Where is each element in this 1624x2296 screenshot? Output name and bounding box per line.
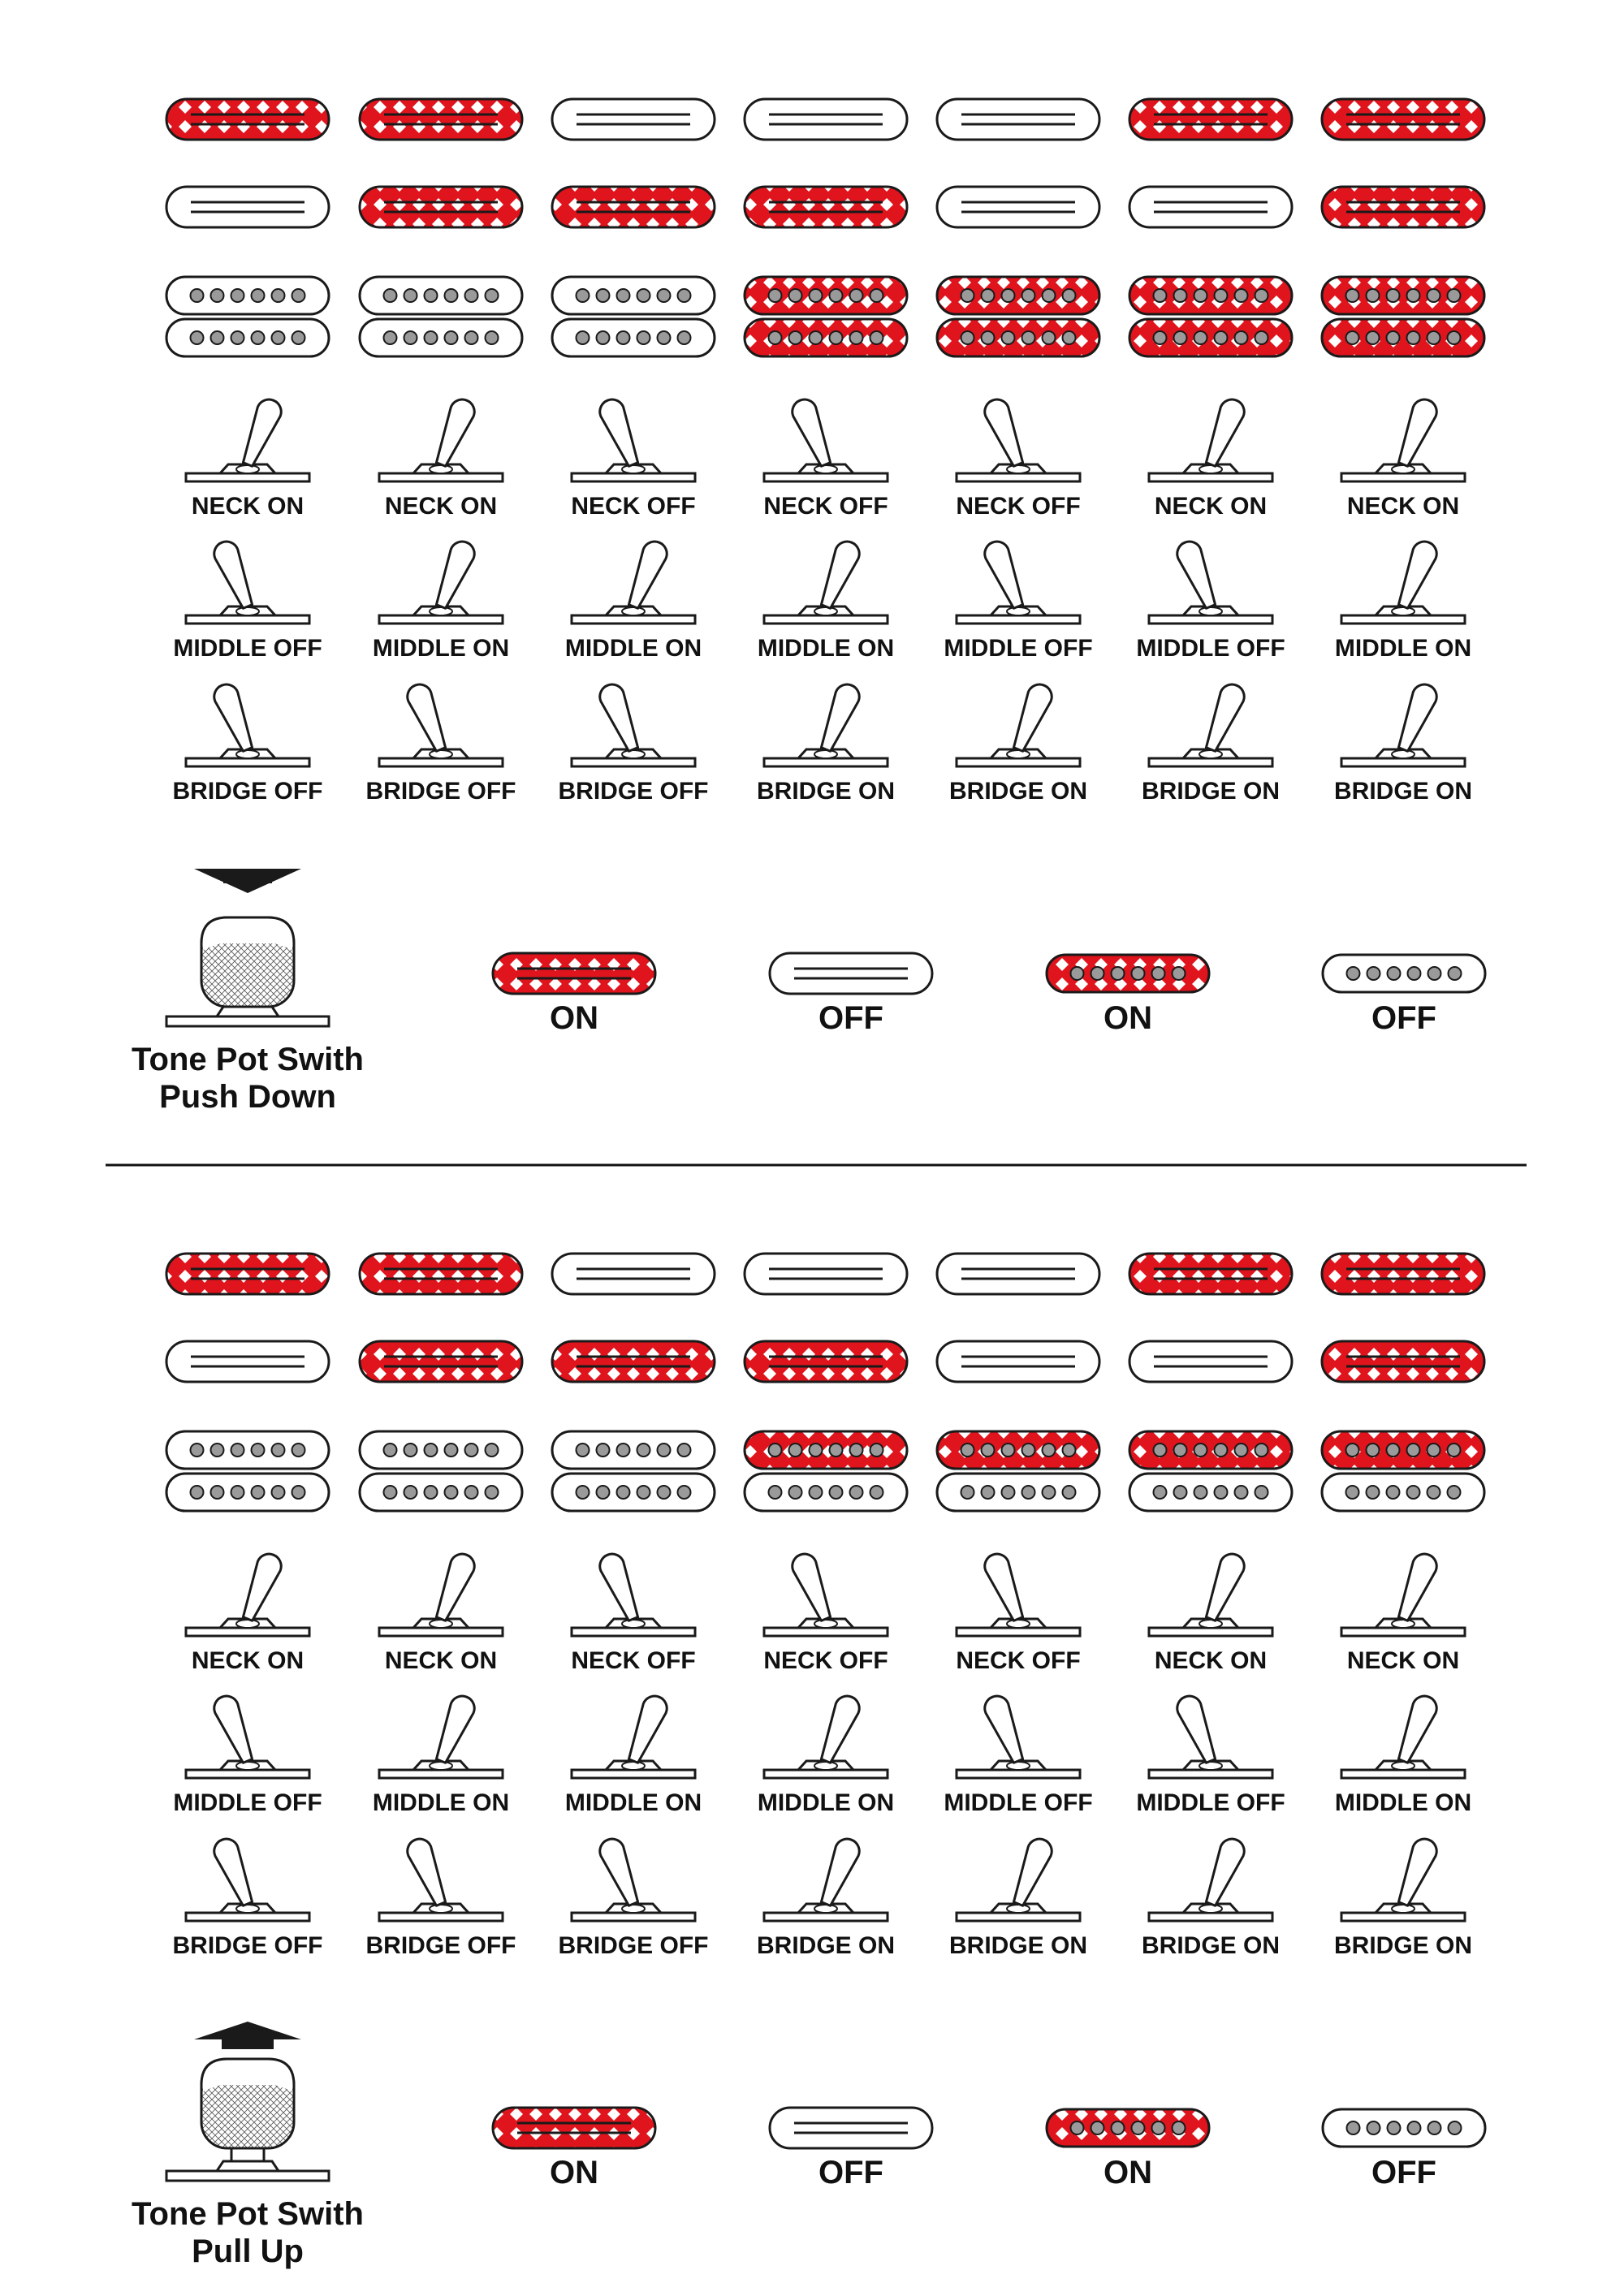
bridge-humbucker-coil-top: [745, 277, 907, 314]
bridge-toggle-switch: [957, 1836, 1080, 1921]
neck-switch-label: NECK OFF: [571, 1647, 696, 1674]
neck-switch-label: NECK ON: [191, 493, 304, 520]
position-column: [937, 99, 1099, 805]
neck-pickup: [1322, 99, 1484, 140]
neck-switch-label: NECK ON: [1346, 493, 1460, 520]
neck-switch-label: NECK ON: [384, 1647, 498, 1674]
neck-pickup: [745, 1254, 907, 1294]
tone-pot-action: Pull Up: [192, 2233, 304, 2269]
bridge-switch-label: BRIDGE ON: [1333, 778, 1473, 805]
middle-toggle-switch: [1341, 1693, 1465, 1778]
neck-toggle-switch: [957, 396, 1080, 481]
position-column: [1322, 99, 1484, 805]
legend-single-coil: [770, 953, 932, 994]
position-column: [552, 99, 715, 805]
position-column: [360, 1254, 522, 1959]
neck-switch-label: NECK ON: [384, 493, 498, 520]
bridge-switch-label: BRIDGE OFF: [365, 778, 516, 805]
neck-switch-label: NECK ON: [1154, 493, 1268, 520]
position-column: [166, 99, 329, 805]
middle-toggle-switch: [1149, 1693, 1272, 1778]
bridge-toggle-switch: [572, 1836, 695, 1921]
bridge-humbucker-coil-bottom: [166, 319, 329, 356]
position-column: [552, 1254, 715, 1959]
middle-switch-label: MIDDLE ON: [1334, 1789, 1472, 1816]
tone-pot-action: Push Down: [159, 1079, 336, 1115]
middle-toggle-switch: [379, 1693, 503, 1778]
position-column: [1129, 1254, 1292, 1959]
bridge-humbucker-coil-bottom: [360, 1474, 522, 1511]
neck-pickup: [552, 1254, 715, 1294]
position-column: [745, 1254, 907, 1959]
middle-toggle-switch: [957, 1693, 1080, 1778]
middle-toggle-switch: [186, 538, 309, 624]
neck-toggle-switch: [379, 396, 503, 481]
legend-label: ON: [1104, 1000, 1152, 1036]
neck-toggle-switch: [1341, 396, 1465, 481]
position-column: [360, 99, 522, 805]
middle-pickup: [360, 1341, 522, 1382]
neck-pickup: [360, 1254, 522, 1294]
legend-label: OFF: [818, 2155, 883, 2190]
middle-switch-label: MIDDLE ON: [757, 635, 895, 662]
bridge-switch-label: BRIDGE OFF: [172, 778, 323, 805]
bridge-humbucker-coil-top: [360, 1431, 522, 1469]
bridge-switch-label: BRIDGE ON: [1141, 778, 1281, 805]
bridge-toggle-switch: [186, 681, 309, 766]
neck-toggle-switch: [572, 1551, 695, 1636]
middle-pickup: [360, 187, 522, 227]
neck-switch-label: NECK OFF: [763, 1647, 888, 1674]
bridge-toggle-switch: [764, 681, 888, 766]
neck-pickup: [166, 1254, 329, 1294]
neck-toggle-switch: [764, 396, 888, 481]
tone-pot-caption: Tone Pot Swith: [132, 2196, 364, 2232]
arrow-up-icon: [194, 2022, 301, 2049]
middle-pickup: [166, 1341, 329, 1382]
legend-humbucker-coil: [1323, 955, 1485, 992]
bridge-humbucker-coil-bottom: [552, 1474, 715, 1511]
bridge-humbucker-coil-top: [1129, 1431, 1292, 1469]
bridge-toggle-switch: [1149, 681, 1272, 766]
middle-pickup: [1129, 187, 1292, 227]
legend-humbucker-coil: [1047, 2109, 1209, 2147]
tone-pot-caption: Tone Pot Swith: [132, 1042, 364, 1077]
neck-switch-label: NECK OFF: [763, 493, 888, 520]
middle-switch-label: MIDDLE OFF: [1136, 635, 1285, 662]
legend-label: OFF: [1371, 1000, 1436, 1036]
neck-pickup: [745, 99, 907, 140]
middle-switch-label: MIDDLE ON: [564, 1789, 702, 1816]
neck-pickup: [1129, 1254, 1292, 1294]
arrow-down-icon: [194, 869, 301, 893]
middle-pickup: [745, 1341, 907, 1382]
neck-pickup: [1129, 99, 1292, 140]
bridge-humbucker-coil-top: [1322, 277, 1484, 314]
middle-toggle-switch: [1341, 538, 1465, 624]
middle-toggle-switch: [764, 1693, 888, 1778]
neck-pickup: [937, 1254, 1099, 1294]
middle-toggle-switch: [1149, 538, 1272, 624]
middle-switch-label: MIDDLE OFF: [1136, 1789, 1285, 1816]
legend-label: ON: [550, 1000, 598, 1036]
bridge-switch-label: BRIDGE ON: [948, 778, 1088, 805]
bridge-toggle-switch: [1341, 681, 1465, 766]
bridge-humbucker-coil-bottom: [745, 1474, 907, 1511]
middle-toggle-switch: [572, 1693, 695, 1778]
section-push-down: [132, 99, 1485, 1115]
middle-pickup: [745, 187, 907, 227]
bridge-toggle-switch: [764, 1836, 888, 1921]
legend-label: ON: [1104, 2155, 1152, 2190]
middle-switch-label: MIDDLE OFF: [944, 1789, 1093, 1816]
middle-switch-label: MIDDLE OFF: [944, 635, 1093, 662]
legend: [493, 2108, 1485, 2190]
middle-switch-label: MIDDLE ON: [564, 635, 702, 662]
middle-switch-label: MIDDLE ON: [372, 635, 510, 662]
bridge-humbucker-coil-top: [745, 1431, 907, 1469]
legend-humbucker-coil: [1323, 2109, 1485, 2147]
middle-switch-label: MIDDLE ON: [372, 1789, 510, 1816]
neck-switch-label: NECK ON: [1154, 1647, 1268, 1674]
bridge-humbucker-coil-bottom: [1129, 1474, 1292, 1511]
legend-humbucker-coil: [1047, 955, 1209, 992]
neck-toggle-switch: [957, 1551, 1080, 1636]
section-pull-up: [132, 1254, 1485, 2269]
position-column: [1322, 1254, 1484, 1959]
neck-toggle-switch: [572, 396, 695, 481]
diagram-root: [132, 99, 1485, 2269]
bridge-humbucker-coil-bottom: [1322, 1474, 1484, 1511]
bridge-switch-label: BRIDGE ON: [1333, 1932, 1473, 1959]
bridge-humbucker-coil-top: [360, 277, 522, 314]
neck-toggle-switch: [764, 1551, 888, 1636]
neck-pickup: [1322, 1254, 1484, 1294]
middle-toggle-switch: [572, 538, 695, 624]
middle-switch-label: MIDDLE OFF: [173, 1789, 322, 1816]
neck-pickup: [552, 99, 715, 140]
neck-switch-label: NECK OFF: [956, 1647, 1081, 1674]
bridge-humbucker-coil-top: [937, 1431, 1099, 1469]
bridge-humbucker-coil-top: [552, 277, 715, 314]
bridge-toggle-switch: [1341, 1836, 1465, 1921]
bridge-humbucker-coil-bottom: [360, 319, 522, 356]
neck-pickup: [166, 99, 329, 140]
bridge-humbucker-coil-bottom: [937, 1474, 1099, 1511]
legend-label: ON: [550, 2155, 598, 2190]
bridge-humbucker-coil-top: [937, 277, 1099, 314]
legend: [493, 953, 1485, 1036]
bridge-humbucker-coil-top: [552, 1431, 715, 1469]
bridge-humbucker-coil-top: [166, 1431, 329, 1469]
bridge-humbucker-coil-bottom: [1322, 319, 1484, 356]
legend-single-coil: [493, 2108, 655, 2148]
bridge-humbucker-coil-top: [1322, 1431, 1484, 1469]
middle-pickup: [166, 187, 329, 227]
middle-pickup: [552, 187, 715, 227]
middle-pickup: [552, 1341, 715, 1382]
bridge-switch-label: BRIDGE OFF: [558, 1932, 709, 1959]
bridge-humbucker-coil-bottom: [1129, 319, 1292, 356]
position-column: [1129, 99, 1292, 805]
neck-toggle-switch: [186, 396, 309, 481]
neck-toggle-switch: [1341, 1551, 1465, 1636]
bridge-toggle-switch: [379, 1836, 503, 1921]
neck-toggle-switch: [186, 1551, 309, 1636]
bridge-toggle-switch: [572, 681, 695, 766]
position-column: [937, 1254, 1099, 1959]
position-column: [745, 99, 907, 805]
middle-toggle-switch: [764, 538, 888, 624]
bridge-humbucker-coil-top: [1129, 277, 1292, 314]
middle-toggle-switch: [379, 538, 503, 624]
legend-label: OFF: [818, 1000, 883, 1036]
legend-single-coil: [770, 2108, 932, 2148]
bridge-switch-label: BRIDGE ON: [756, 1932, 896, 1959]
pull-up-tone-pot-knob: [166, 2022, 329, 2181]
neck-pickup: [937, 99, 1099, 140]
bridge-toggle-switch: [186, 1836, 309, 1921]
neck-toggle-switch: [379, 1551, 503, 1636]
legend-label: OFF: [1371, 2155, 1436, 2190]
middle-pickup: [1322, 1341, 1484, 1382]
middle-toggle-switch: [186, 1693, 309, 1778]
neck-switch-label: NECK ON: [1346, 1647, 1460, 1674]
middle-switch-label: MIDDLE OFF: [173, 635, 322, 662]
bridge-switch-label: BRIDGE ON: [948, 1932, 1088, 1959]
bridge-humbucker-coil-bottom: [552, 319, 715, 356]
bridge-switch-label: BRIDGE OFF: [172, 1932, 323, 1959]
bridge-humbucker-coil-bottom: [745, 319, 907, 356]
bridge-toggle-switch: [1149, 1836, 1272, 1921]
middle-toggle-switch: [957, 538, 1080, 624]
bridge-switch-label: BRIDGE ON: [1141, 1932, 1281, 1959]
neck-switch-label: NECK OFF: [571, 493, 696, 520]
middle-pickup: [1322, 187, 1484, 227]
bridge-humbucker-coil-bottom: [166, 1474, 329, 1511]
bridge-humbucker-coil-bottom: [937, 319, 1099, 356]
neck-toggle-switch: [1149, 1551, 1272, 1636]
middle-switch-label: MIDDLE ON: [757, 1789, 895, 1816]
push-down-tone-pot-knob: [166, 869, 329, 1026]
neck-toggle-switch: [1149, 396, 1272, 481]
bridge-humbucker-coil-top: [166, 277, 329, 314]
neck-switch-label: NECK ON: [191, 1647, 304, 1674]
middle-switch-label: MIDDLE ON: [1334, 635, 1472, 662]
middle-pickup: [1129, 1341, 1292, 1382]
middle-pickup: [937, 1341, 1099, 1382]
legend-single-coil: [493, 953, 655, 994]
bridge-toggle-switch: [957, 681, 1080, 766]
bridge-switch-label: BRIDGE OFF: [365, 1932, 516, 1959]
middle-pickup: [937, 187, 1099, 227]
position-column: [166, 1254, 329, 1959]
neck-switch-label: NECK OFF: [956, 493, 1081, 520]
bridge-switch-label: BRIDGE OFF: [558, 778, 709, 805]
neck-pickup: [360, 99, 522, 140]
bridge-switch-label: BRIDGE ON: [756, 778, 896, 805]
bridge-toggle-switch: [379, 681, 503, 766]
